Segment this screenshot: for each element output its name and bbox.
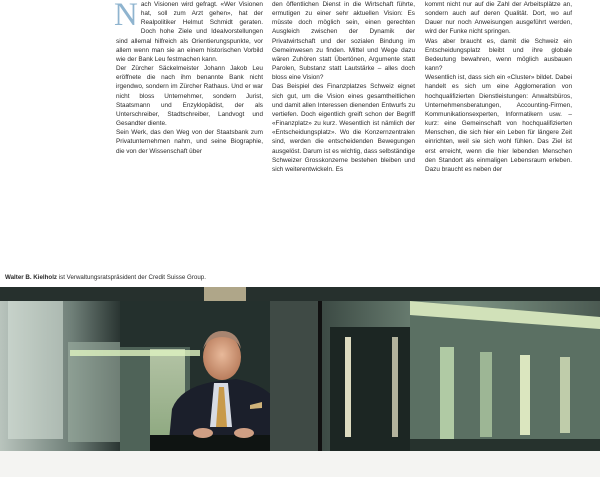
paragraph: Was aber braucht es, damit die Schweiz ein Entscheidungsplatz bleibt und ihre globale Bedeutung bewahren, wenn möglich ausbauen kann? (425, 37, 572, 73)
photo-caption (5, 274, 206, 281)
caption-name: Walter B. Kielholz (5, 274, 58, 281)
photo-illustration (0, 287, 600, 451)
paragraph: Das Beispiel des Finanzplatzes Schweiz eignet sich gut, um die Vision eines gesamtheitlichen und damit allen Interessen dienenden Entwurfs zu vertiefen. Doch eigentlich greift schon der Begriff «Finanzplatz» zu kurz. Wesentlich ist nämlich der «Entscheidungsplatz». Wo die Konzernzentralen sind, werden die entscheidenden Bewegungen ausgelöst. Darum ist es wichtig, dass selbständige Schweizer Grosskonzerne bestehen bleiben und sich weiterentwickeln. Es (272, 83, 415, 173)
text-column-3 (425, 0, 572, 174)
portrait-photo (0, 287, 600, 451)
page-bottom-margin (0, 451, 600, 477)
paragraph: kommt nicht nur auf die Zahl der Arbeitsplätze an, sondern auch auf deren Qualität. Dort, wo auf Dauer nur noch Anweisungen ausgeführt werden, wird der Funke nicht springen. (425, 1, 572, 36)
paragraph (116, 0, 263, 64)
text-column-2 (272, 0, 415, 174)
paragraph: Der Zürcher Säckelmeister Johann Jakob Leu eröffnete die nach ihm benannte Bank nicht irgendwo, sondern im Zürcher Rathaus. Und er war nicht bloss Unternehmer, sondern Jurist, Staatsmann und Enzyklopädist, der als Unterschreiber, Stadtschreiber, Landvogt und Gesandter diente. (116, 65, 263, 128)
text-column-1 (116, 0, 263, 156)
paragraph: Sein Werk, das den Weg von der Staatsbank zum Privatunternehmen nahm, und seine Biographie, die von der Wissenschaft über (116, 129, 263, 155)
drop-cap: N (114, 0, 138, 33)
paragraph: den öffentlichen Dienst in die Wirtschaft führte, ermutigen zu einer sehr aktuellen Vision: Es müsste doch möglich sein, einen gerechten Ausgleich zwischen der Dynamik der Privatwirtschaft und der sozialen Bindung im Gemeinwesen zu finden. Mittel und Wege dazu wären Zuhören statt Übertönen, Argumente statt Parolen, Substanz statt Lautstärke – alles doch bloss eine Vision? (272, 1, 415, 82)
paragraph-text: ach Visionen wird gefragt. «Wer Visionen hat, soll zum Arzt gehen», hat der Realpolitiker Helmut Schmidt geraten. Doch hohe Ziele und Idealvorstellungen sind allemal hilfreich als Orientierungspunkte, vor allem wenn man sie an einem historischen Vorbild wie der Bank Leu festmachen kann. (116, 1, 263, 63)
caption-text: ist Verwaltungsratspräsident der Credit Suisse Group. (57, 274, 206, 281)
paragraph: Wesentlich ist, dass sich ein «Cluster» bildet. Dabei handelt es sich um eine Agglomeration von hochqualifizierten Dienstleistungen: Anwaltsbüros, Unternehmensberatungen, Accounting-Firmen, Kommunikationsexperten, Informatikern usw. – kurz: eine Gemeinschaft von hochqualifizierten Menschen, die sich hier ein Leben für längere Zeit einrichten, weil sie sich wohl fühlen. Das Ziel ist erst erreicht, wenn die hier lebenden Menschen den Standort als einmaligen Lebensraum erleben. Dazu braucht es neben der (425, 74, 572, 173)
